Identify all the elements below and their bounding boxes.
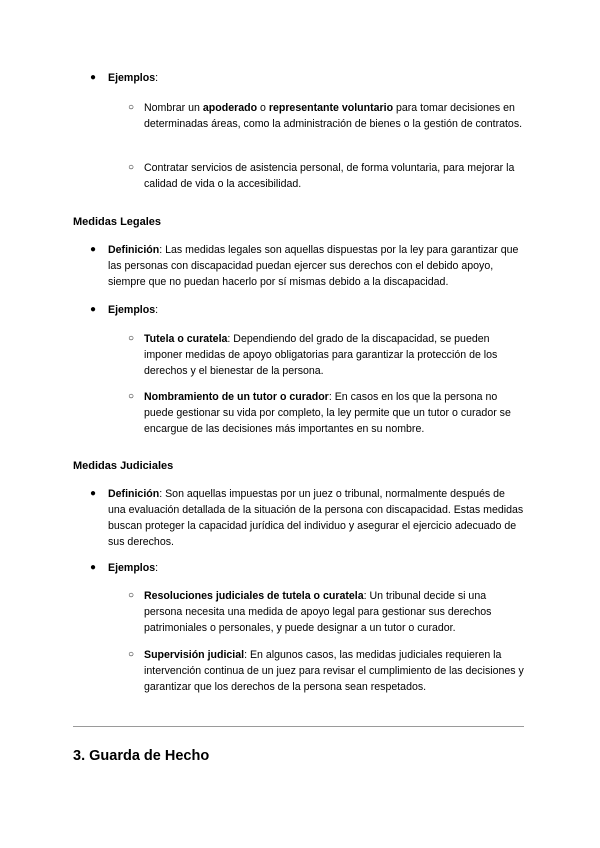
bullet: ● — [90, 244, 97, 255]
definicion-judiciales: Definición: Son aquellas impuestas por un juez o tribunal, normalmente después de una evaluación detallada de la situación de la persona con discapacidad. Estas medidas buscan proteger la capacidad jurídica del individuo y asegurar el ejercicio adecuado de sus derechos. — [108, 488, 524, 548]
sub-bullet: ○ — [128, 333, 135, 344]
sub-bullet: ○ — [128, 649, 135, 660]
ejemplos-label: Ejemplos: — [108, 304, 159, 316]
sub-bullet: ○ — [128, 590, 135, 601]
definicion-legales: Definición: Las medidas legales son aquellas dispuestas por la ley para garantizar que las personas con discapacidad puedan ejercer sus derechos con el debido apoyo, siempre que no puedan hacerlo por sí mismas debido a la discapacidad. — [108, 244, 519, 288]
bullet: ● — [90, 304, 97, 315]
bullet: ● — [90, 562, 97, 573]
section-title-guarda-de-hecho: 3. Guarda de Hecho — [73, 748, 210, 764]
example-asistencia: Contratar servicios de asistencia personal, de forma voluntaria, para mejorar la calidad de vida o la accesibilidad. — [144, 162, 515, 190]
horizontal-rule — [73, 726, 524, 727]
heading-medidas-legales: Medidas Legales — [73, 216, 162, 228]
heading-medidas-judiciales: Medidas Judiciales — [73, 460, 174, 472]
bullet: ● — [90, 72, 97, 83]
bullet: ● — [90, 488, 97, 499]
example-supervision: Supervisión judicial: En algunos casos, las medidas judiciales requieren la intervención continua de un juez para revisar el cumplimiento de las decisiones y garantizar que los derechos de la persona sean respetados. — [144, 649, 524, 693]
sub-bullet: ○ — [128, 102, 135, 113]
example-tutor: Nombramiento de un tutor o curador: En casos en los que la persona no puede gestionar su vida por completo, la ley permite que un tutor o curador se encargue de las decisiones más importantes en su nombre. — [144, 391, 511, 435]
sub-bullet: ○ — [128, 391, 135, 402]
ejemplos-label: Ejemplos: — [108, 72, 159, 84]
ejemplos-label: Ejemplos: — [108, 562, 159, 574]
sub-bullet: ○ — [128, 162, 135, 173]
example-resoluciones: Resoluciones judiciales de tutela o curatela: Un tribunal decide si una persona necesita una medida de apoyo legal para gestionar sus derechos patrimoniales o personales, y puede designar a un tutor o curador. — [144, 590, 492, 634]
example-tutela: Tutela o curatela: Dependiendo del grado de la discapacidad, se pueden imponer medidas de apoyo obligatorias para garantizar la protección de los derechos y el bienestar de la persona. — [144, 333, 498, 377]
example-apoderado: Nombrar un apoderado o representante voluntario para tomar decisiones en determinadas áreas, como la administración de bienes o la gestión de contratos. — [144, 102, 523, 130]
